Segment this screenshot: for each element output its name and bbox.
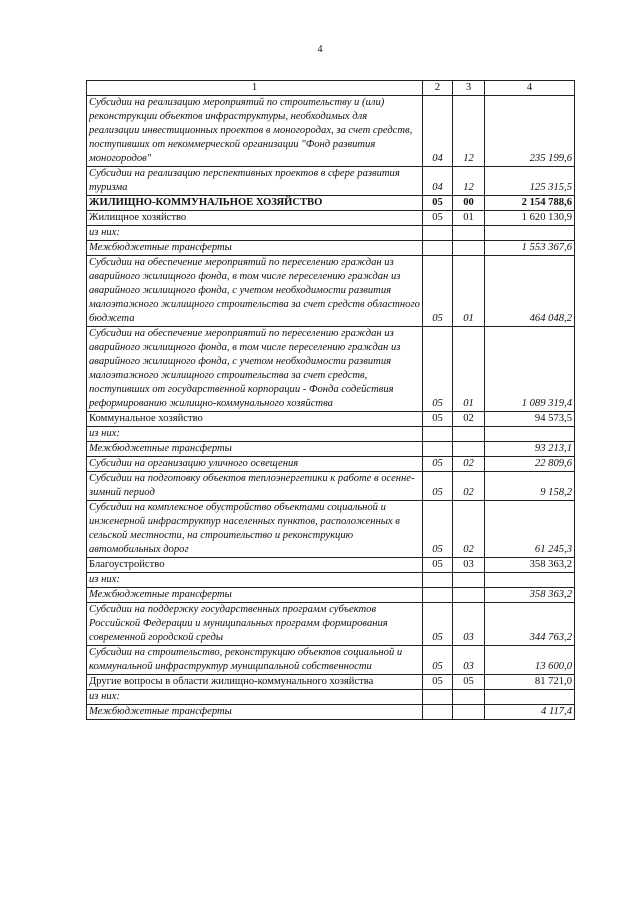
row-section-code — [423, 442, 453, 457]
row-section-code: 05 — [423, 457, 453, 472]
row-subsection-code: 03 — [453, 646, 485, 675]
row-subsection-code: 02 — [453, 472, 485, 501]
budget-table — [86, 80, 575, 720]
row-subsection-code: 02 — [453, 412, 485, 427]
table-row — [87, 412, 575, 427]
row-section-code: 05 — [423, 412, 453, 427]
row-name-cell: Субсидии на строительство, реконструкцию объектов социальной и коммунальной инфраструктур муниципальной собственности — [87, 646, 423, 675]
row-subsection-code: 02 — [453, 501, 485, 558]
table-row — [87, 442, 575, 457]
row-subsection-code: 12 — [453, 167, 485, 196]
row-amount: 61 245,3 — [485, 501, 575, 558]
row-section-code: 04 — [423, 167, 453, 196]
row-section-code: 05 — [423, 501, 453, 558]
row-amount: 358 363,2 — [485, 558, 575, 573]
row-amount: 22 809,6 — [485, 457, 575, 472]
row-section-code — [423, 241, 453, 256]
row-amount: 1 089 319,4 — [485, 327, 575, 412]
row-subsection-code — [453, 241, 485, 256]
row-amount — [485, 226, 575, 241]
row-amount: 235 199,6 — [485, 96, 575, 167]
row-subsection-code: 03 — [453, 603, 485, 646]
table-row — [87, 427, 575, 442]
row-subsection-code — [453, 690, 485, 705]
page-number: 4 — [317, 44, 323, 55]
row-section-code: 05 — [423, 675, 453, 690]
row-section-code — [423, 573, 453, 588]
table-row — [87, 472, 575, 501]
row-amount: 94 573,5 — [485, 412, 575, 427]
row-section-code: 04 — [423, 96, 453, 167]
table-row — [87, 167, 575, 196]
row-subsection-code — [453, 573, 485, 588]
table-row — [87, 256, 575, 327]
row-name-cell: Субсидии на комплексное обустройство объектами социальной и инженерной инфраструктур населенных пунктов, расположенных в сельской местности, на строительство и реконструкцию автомобильных дорог — [87, 501, 423, 558]
header-col-4: 4 — [485, 81, 575, 96]
row-subsection-code — [453, 705, 485, 720]
row-name-cell: Субсидии на организацию уличного освещения — [87, 457, 423, 472]
row-section-code: 05 — [423, 196, 453, 211]
row-amount: 2 154 788,6 — [485, 196, 575, 211]
row-amount: 125 315,5 — [485, 167, 575, 196]
row-subsection-code — [453, 588, 485, 603]
table-row — [87, 588, 575, 603]
row-name-cell: Субсидии на подготовку объектов теплоэнергетики к работе в осенне-зимний период — [87, 472, 423, 501]
row-name-cell: Межбюджетные трансферты — [87, 588, 423, 603]
row-subsection-code: 01 — [453, 327, 485, 412]
row-amount: 1 620 130,9 — [485, 211, 575, 226]
table-row — [87, 690, 575, 705]
table-row — [87, 327, 575, 412]
table-row — [87, 196, 575, 211]
row-section-code: 05 — [423, 472, 453, 501]
row-subsection-code: 05 — [453, 675, 485, 690]
row-name-cell: из них: — [87, 226, 423, 241]
row-name-cell: Коммунальное хозяйство — [87, 412, 423, 427]
table-row — [87, 501, 575, 558]
row-amount: 9 158,2 — [485, 472, 575, 501]
row-name-cell: Субсидии на поддержку государственных программ субъектов Российской Федерации и муниципальных программ формирования современной городской среды — [87, 603, 423, 646]
table-row — [87, 558, 575, 573]
table-header-row — [87, 81, 575, 96]
row-amount: 13 600,0 — [485, 646, 575, 675]
table-row — [87, 675, 575, 690]
row-subsection-code: 03 — [453, 558, 485, 573]
row-section-code: 05 — [423, 327, 453, 412]
table-body — [87, 96, 575, 720]
row-section-code — [423, 588, 453, 603]
row-name-cell: Жилищное хозяйство — [87, 211, 423, 226]
row-subsection-code — [453, 442, 485, 457]
row-amount — [485, 427, 575, 442]
row-subsection-code: 00 — [453, 196, 485, 211]
row-name-cell: из них: — [87, 573, 423, 588]
row-section-code: 05 — [423, 558, 453, 573]
row-section-code — [423, 226, 453, 241]
row-name-cell: Благоустройство — [87, 558, 423, 573]
row-subsection-code: 02 — [453, 457, 485, 472]
row-name-cell: Субсидии на реализацию перспективных проектов в сфере развития туризма — [87, 167, 423, 196]
row-subsection-code: 01 — [453, 256, 485, 327]
row-section-code — [423, 690, 453, 705]
header-col-2: 2 — [423, 81, 453, 96]
row-name-cell: Межбюджетные трансферты — [87, 241, 423, 256]
row-amount: 1 553 367,6 — [485, 241, 575, 256]
table-row — [87, 96, 575, 167]
row-name-cell: Межбюджетные трансферты — [87, 442, 423, 457]
row-amount — [485, 573, 575, 588]
table-row — [87, 573, 575, 588]
table-row — [87, 646, 575, 675]
row-name-cell: из них: — [87, 690, 423, 705]
row-section-code: 05 — [423, 603, 453, 646]
header-col-1: 1 — [87, 81, 423, 96]
row-amount: 4 117,4 — [485, 705, 575, 720]
table-row — [87, 457, 575, 472]
row-name-cell: Межбюджетные трансферты — [87, 705, 423, 720]
row-amount: 358 363,2 — [485, 588, 575, 603]
row-name-cell: Другие вопросы в области жилищно-коммунального хозяйства — [87, 675, 423, 690]
row-name-cell: Субсидии на обеспечение мероприятий по переселению граждан из аварийного жилищного фонда, в том числе переселению граждан из аварийного жилищного фонда, с учетом необходимости развития малоэтажного жилищного строительства за счет средств, поступивших от государственной корпорации - Фонда содействия реформированию жилищно-коммунального хозяйства — [87, 327, 423, 412]
row-section-code: 05 — [423, 211, 453, 226]
row-amount: 93 213,1 — [485, 442, 575, 457]
row-name-cell: ЖИЛИЩНО-КОММУНАЛЬНОЕ ХОЗЯЙСТВО — [87, 196, 423, 211]
row-section-code: 05 — [423, 256, 453, 327]
row-subsection-code — [453, 427, 485, 442]
row-amount: 344 763,2 — [485, 603, 575, 646]
row-name-cell: Субсидии на реализацию мероприятий по строительству и (или) реконструкции объектов инфраструктуры, необходимых для реализации инвестиционных проектов в моногородах, за счет средств, поступивших от некоммерческой организации "Фонд развития моногородов" — [87, 96, 423, 167]
row-subsection-code — [453, 226, 485, 241]
row-section-code — [423, 705, 453, 720]
table-row — [87, 705, 575, 720]
table-row — [87, 211, 575, 226]
table-row — [87, 241, 575, 256]
row-section-code — [423, 427, 453, 442]
table-row — [87, 603, 575, 646]
row-subsection-code: 01 — [453, 211, 485, 226]
row-name-cell: из них: — [87, 427, 423, 442]
table-row — [87, 226, 575, 241]
row-amount: 464 048,2 — [485, 256, 575, 327]
row-amount — [485, 690, 575, 705]
header-col-3: 3 — [453, 81, 485, 96]
row-section-code: 05 — [423, 646, 453, 675]
row-subsection-code: 12 — [453, 96, 485, 167]
row-name-cell: Субсидии на обеспечение мероприятий по переселению граждан из аварийного жилищного фонда, в том числе переселению граждан из аварийного жилищного фонда, с учетом необходимости развития малоэтажного жилищного строительства за счет средств областного бюджета — [87, 256, 423, 327]
row-amount: 81 721,0 — [485, 675, 575, 690]
